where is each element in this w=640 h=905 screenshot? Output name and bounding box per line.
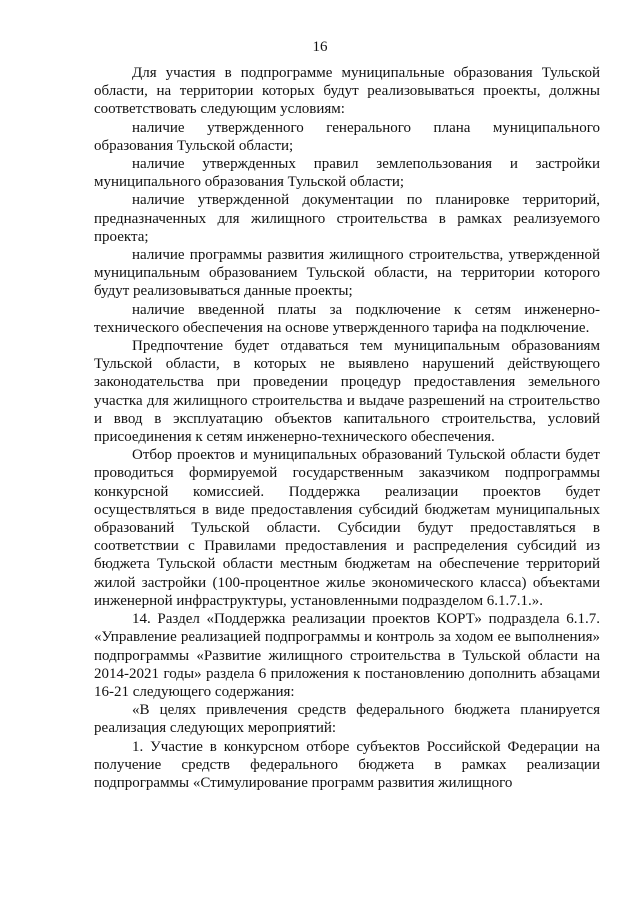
paragraph-housing-program: наличие программы развития жилищного строительства, утвержденной муниципальным образованием Тульской области, на территории которого будут реализовываться данные проекты;	[94, 247, 600, 300]
paragraph-federal-funds: «В целях привлечения средств федерального бюджета планируется реализация следующих мероприятий:	[94, 702, 600, 737]
paragraph-planning-documentation: наличие утвержденной документации по планировке территорий, предназначенных для жилищного строительства в рамках реализуемого проекта;	[94, 192, 600, 245]
paragraph-land-use-rules: наличие утвержденных правил землепользования и застройки муниципального образования Тульской области;	[94, 156, 600, 191]
paragraph-connection-fee: наличие введенной платы за подключение к сетям инженерно-технического обеспечения на основе утвержденного тарифа на подключение.	[94, 301, 600, 336]
paragraph-section-14: 14. Раздел «Поддержка реализации проектов КОРТ» подраздела 6.1.7. «Управление реализацией подпрограммы и контроль за ходом ее выполнения» подпрограммы «Развитие жилищного строительства в Тульской области на 2014-2021 годы» раздела 6 приложения к постановлению дополнить абзацами 16-21 следующего содержания:	[94, 611, 600, 700]
document-body	[94, 64, 600, 792]
paragraph-general-plan: наличие утвержденного генерального плана муниципального образования Тульской области;	[94, 119, 600, 154]
paragraph-project-selection: Отбор проектов и муниципальных образований Тульской области будет проводиться формируемой государственным заказчиком подпрограммы конкурсной комиссией. Поддержка реализации проектов будет осуществляться в виде предоставления субсидий бюджетам муниципальных образований Тульской области. Субсидии будут предоставляться в соответствии с Правилами предоставления и распределения субсидий из бюджета Тульской области местным бюджетам на обеспечение территорий жилой застройки (100-процентное жилье экономического класса) объектами инженерной инфраструктуры, установленными подразделом 6.1.7.1.».	[94, 447, 600, 609]
paragraph-item-1: 1. Участие в конкурсном отборе субъектов Российской Федерации на получение средств федерального бюджета в рамках реализации подпрограммы «Стимулирование программ развития жилищного	[94, 738, 600, 791]
page-number: 16	[312, 39, 328, 55]
paragraph-preference: Предпочтение будет отдаваться тем муниципальным образованиям Тульской области, в которых не выявлено нарушений действующего законодательства при проведении процедур предоставления земельного участка для жилищного строительства и выдаче разрешений на строительство и ввод в эксплуатацию объектов капитального строительства, условий присоединения к сетям инженерно-технического обеспечения.	[94, 338, 600, 446]
paragraph-participation-conditions: Для участия в подпрограмме муниципальные образования Тульской области, на территории которых будут реализовываться проекты, должны соответствовать следующим условиям:	[94, 65, 600, 118]
